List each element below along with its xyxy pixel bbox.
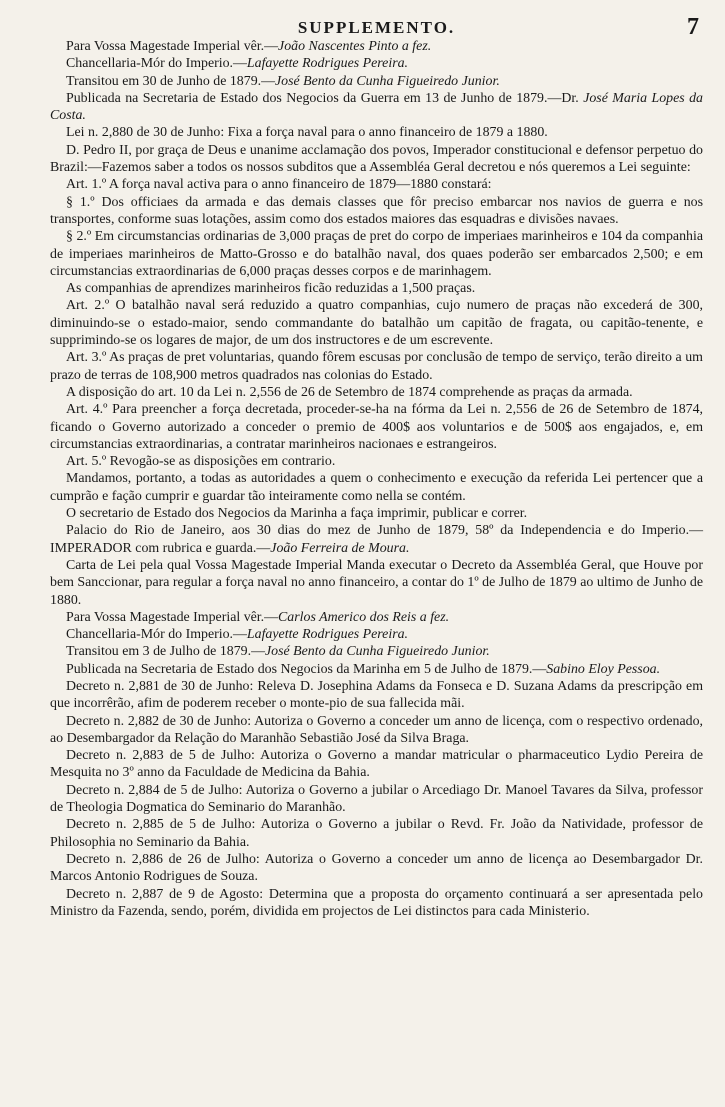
paragraph-text: Para Vossa Magestade Imperial vêr.— (66, 39, 279, 54)
paragraph-text: Chancellaria-Mór do Imperio.— (66, 56, 247, 72)
paragraph (50, 453, 703, 470)
paragraph-text: Art. 3.º As praças de pret voluntarias, quando fôrem escusas por conclusão de tempo de serviço, terão direito a um prazo de terras de 108,900 metros quadrados nas colonias do Estado. (50, 350, 703, 383)
paragraph-text: Palacio do Rio de Janeiro, aos 30 dias do mez de Junho de 1879, 58º da Independencia e do Imperio.—IMPERADOR com rubrica e guarda.— (50, 523, 703, 556)
paragraph (50, 851, 703, 886)
signature: Lafayette Rodrigues Pereira. (246, 627, 409, 643)
paragraph (50, 384, 703, 401)
paragraph-text: Mandamos, portanto, a todas as autoridades a quem o conhecimento e execução da referida Lei pertencer que a cumprão e fação cumprir e guardar tão inteiramente como nella se contém. (50, 471, 703, 504)
paragraph-text: Carta de Lei pela qual Vossa Magestade Imperial Manda executar o Decreto da Assembléa Geral, que Houve por bem Sanccionar, para regular a força naval no anno financeiro, a contar do 1º de Julho de 1879 ao ultimo de Junho de 1880. (50, 557, 703, 608)
page-number: 7 (687, 14, 699, 40)
signature: João Nascentes Pinto a fez. (278, 39, 432, 54)
paragraph (50, 816, 703, 851)
paragraph-text: Art. 5.º Revogão-se as disposições em contrario. (66, 454, 336, 470)
paragraph (50, 470, 703, 505)
paragraph-text: Publicada na Secretaria de Estado dos Negocios da Marinha em 5 de Julho de 1879.— (66, 661, 547, 677)
paragraph (50, 55, 703, 72)
paragraph-text: D. Pedro II, por graça de Deus e unanime acclamação dos povos, Imperador constitucional e defensor perpetuo do Brazil:—Fazemos saber a todos os nossos subditos que a Assembléa Geral decretou e nós queremos a Lei seguinte: (50, 142, 703, 176)
paragraph (50, 626, 703, 643)
paragraph (50, 522, 703, 557)
paragraph (50, 505, 703, 522)
paragraph-text: Transitou em 3 de Julho de 1879.— (66, 644, 265, 660)
paragraph-text: § 1.º Dos officiaes da armada e das demais classes que fôr preciso embarcar nos navios de guerra e nos transportes, conforme suas lotações, assim como dos estados maiores das esquadras e divisões navaes. (50, 194, 703, 227)
paragraph (50, 557, 703, 609)
paragraph (50, 609, 703, 626)
paragraph-text: Decreto n. 2,884 de 5 de Julho: Autoriza o Governo a jubilar o Arcediago Dr. Manoel Tavares da Silva, professor de Theologia Dogmatica do Seminario do Maranhão. (50, 782, 703, 816)
paragraph (50, 38, 703, 55)
paragraph (50, 142, 703, 177)
paragraph (50, 90, 703, 125)
signature: João Ferreira de Moura. (270, 540, 410, 556)
signature: José Bento da Cunha Figueiredo Junior. (264, 644, 490, 660)
paragraph (50, 401, 703, 453)
paragraph-text: Lei n. 2,880 de 30 de Junho: Fixa a força naval para o anno financeiro de 1879 a 1880. (66, 125, 548, 141)
signature: Lafayette Rodrigues Pereira. (246, 56, 409, 72)
paragraph-text: As companhias de aprendizes marinheiros ficão reduzidas a 1,500 praças. (66, 281, 476, 297)
paragraph (50, 280, 703, 297)
paragraph-text: Transitou em 30 de Junho de 1879.— (66, 73, 275, 89)
paragraph-text: Decreto n. 2,882 de 30 de Junho: Autoriza o Governo a conceder um anno de licença, com o respectivo ordenado, ao Desembargador da Relação do Maranhão Sebastião José da Silva Braga. (50, 713, 703, 746)
paragraph-text: Decreto n. 2,881 de 30 de Junho: Releva D. Josephina Adams da Fonseca e D. Suzana Adams da prescripção em que incorrêrão, afim de poderem receber o monte-pio de sua fallecida mãi. (50, 678, 703, 712)
paragraph (50, 349, 703, 384)
paragraph-text: Para Vossa Magestade Imperial vêr.— (66, 609, 279, 625)
paragraph-text: Art. 2.º O batalhão naval será reduzido a quatro companhias, cujo numero de praças não excederá de 300, diminuindo-se o estado-maior, sendo commandante do batalhão um capitão de fragata, ou capitão-tenente, e supprimindo-se os logares de major, de um dos instructores e de um escrevente. (50, 298, 703, 349)
paragraph-text: Decreto n. 2,886 de 26 de Julho: Autoriza o Governo a conceder um anno de licença ao Desembargador Dr. Marcos Antonio Rodrigues de Souza. (50, 851, 703, 885)
paragraph-text: Decreto n. 2,883 de 5 de Julho: Autoriza o Governo a mandar matricular o pharmaceutico Lydio Pereira de Mesquita no 3º anno da Faculdade de Medicina da Bahia. (50, 748, 703, 781)
paragraph-text: A disposição do art. 10 da Lei n. 2,556 de 26 de Setembro de 1874 comprehende as praças da armada. (66, 384, 633, 400)
paragraph-text: Chancellaria-Mór do Imperio.— (66, 627, 247, 643)
paragraph-text: § 2.º Em circumstancias ordinarias de 3,000 praças de pret do corpo de imperiaes marinheiros e 104 da companhia de imperiaes marinheiros de Matto-Grosso e do batalhão naval, dos quaes poderão ser embarcados 2,500; e em circumstancias extraordinarias de 6,000 praças desses corpos e de marinhagem. (50, 229, 703, 279)
paragraph (50, 747, 703, 782)
paragraph (50, 194, 703, 229)
paragraph-text: Decreto n. 2,887 de 9 de Agosto: Determina que a proposta do orçamento continuará a ser apresentada pelo Ministro da Fazenda, sendo, porém, dividida em projectos de Lei distinctos para cada Ministerio. (50, 886, 703, 919)
signature: José Maria Lopes da Costa. (50, 90, 704, 124)
paragraph-text: Art. 1.º A força naval activa para o anno financeiro de 1879—1880 constará: (66, 177, 492, 193)
paragraph (50, 228, 703, 280)
signature: Sabino Eloy Pessoa. (546, 661, 661, 677)
paragraph (50, 661, 703, 678)
paragraph (50, 678, 703, 713)
paragraph (50, 176, 703, 193)
page-header (50, 0, 703, 38)
paragraph (50, 297, 703, 349)
paragraph (50, 782, 703, 817)
paragraph (50, 643, 703, 660)
running-title: SUPPLEMENTO. (297, 18, 456, 37)
paragraph (50, 124, 703, 141)
body-text (50, 38, 703, 920)
paragraph-text: Publicada na Secretaria de Estado dos Negocios da Guerra em 13 de Junho de 1879.—Dr. (66, 90, 584, 106)
paragraph-text: O secretario de Estado dos Negocios da Marinha a faça imprimir, publicar e correr. (66, 506, 528, 522)
paragraph (50, 73, 703, 90)
signature: Carlos Americo dos Reis a fez. (278, 609, 450, 625)
paragraph-text: Decreto n. 2,885 de 5 de Julho: Autoriza o Governo a jubilar o Revd. Fr. João da Natividade, professor de Philosophia no Seminario da Bahia. (50, 817, 703, 850)
paragraph (50, 713, 703, 748)
paragraph (50, 886, 703, 921)
signature: José Bento da Cunha Figueiredo Junior. (275, 73, 500, 89)
paragraph-text: Art. 4.º Para preencher a força decretada, proceder-se-ha na fórma da Lei n. 2,556 de 26 de Setembro de 1874, ficando o Governo autorizado a conceder o premio de 400$ aos voluntarios e de 500$ aos engajados, e, em circumstancias extraordinarias, a contratar marinheiros nacionaes e estrangeiros. (50, 402, 703, 452)
